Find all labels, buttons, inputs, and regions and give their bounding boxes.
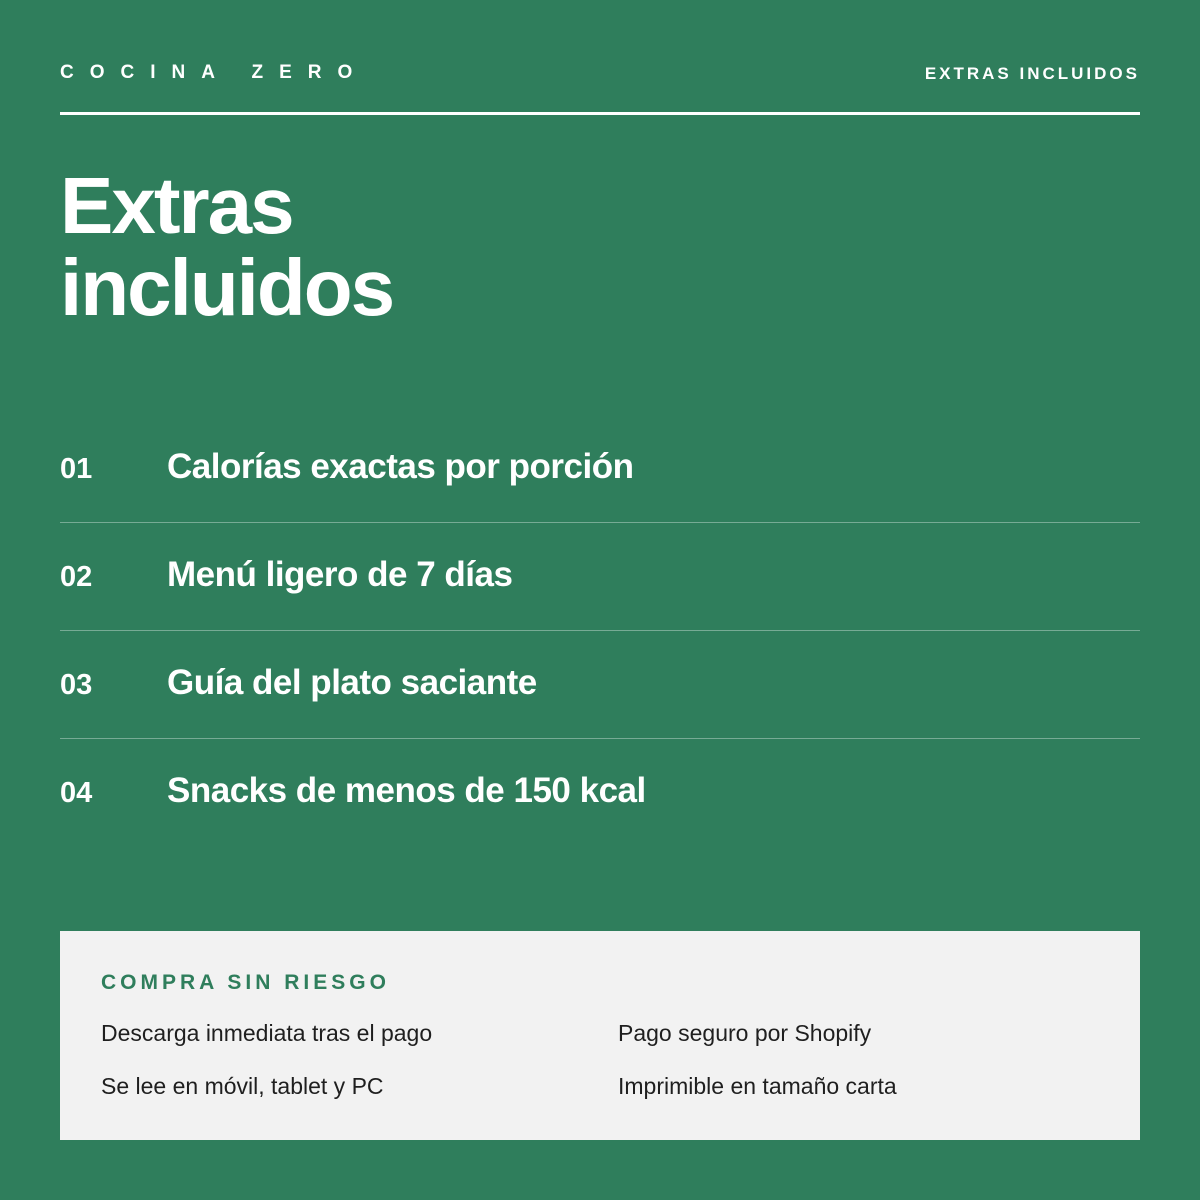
guarantee-item-printable: Imprimible en tamaño carta [618,1073,897,1099]
brand-name: COCINA ZERO [60,62,369,83]
extras-item-number: 04 [60,777,93,809]
guarantee-panel [60,931,1140,1140]
extras-item-label: Calorías exactas por porción [167,447,634,486]
extras-item [60,631,1140,739]
extras-item-label: Guía del plato saciante [167,663,537,702]
guarantee-item-secure-payment: Pago seguro por Shopify [618,1020,872,1046]
page [60,0,1140,1200]
extras-item-label: Menú ligero de 7 días [167,555,513,594]
extras-item [60,523,1140,631]
extras-list [60,415,1140,846]
top-bar [60,62,1140,90]
page-title-line-1: Extras [60,161,293,250]
extras-item [60,415,1140,523]
extras-item-number: 03 [60,669,93,701]
header-divider [60,112,1140,115]
guarantee-item-instant-download: Descarga inmediata tras el pago [101,1020,433,1046]
extras-item [60,739,1140,846]
page-title [60,161,394,332]
guarantee-title: COMPRA SIN RIESGO [101,971,390,994]
guarantee-item-devices: Se lee en móvil, tablet y PC [101,1073,384,1099]
extras-item-number: 01 [60,453,93,485]
extras-item-number: 02 [60,561,93,593]
extras-item-label: Snacks de menos de 150 kcal [167,771,646,810]
section-tag: EXTRAS INCLUIDOS [924,64,1140,83]
page-title-line-2: incluidos [60,243,394,332]
